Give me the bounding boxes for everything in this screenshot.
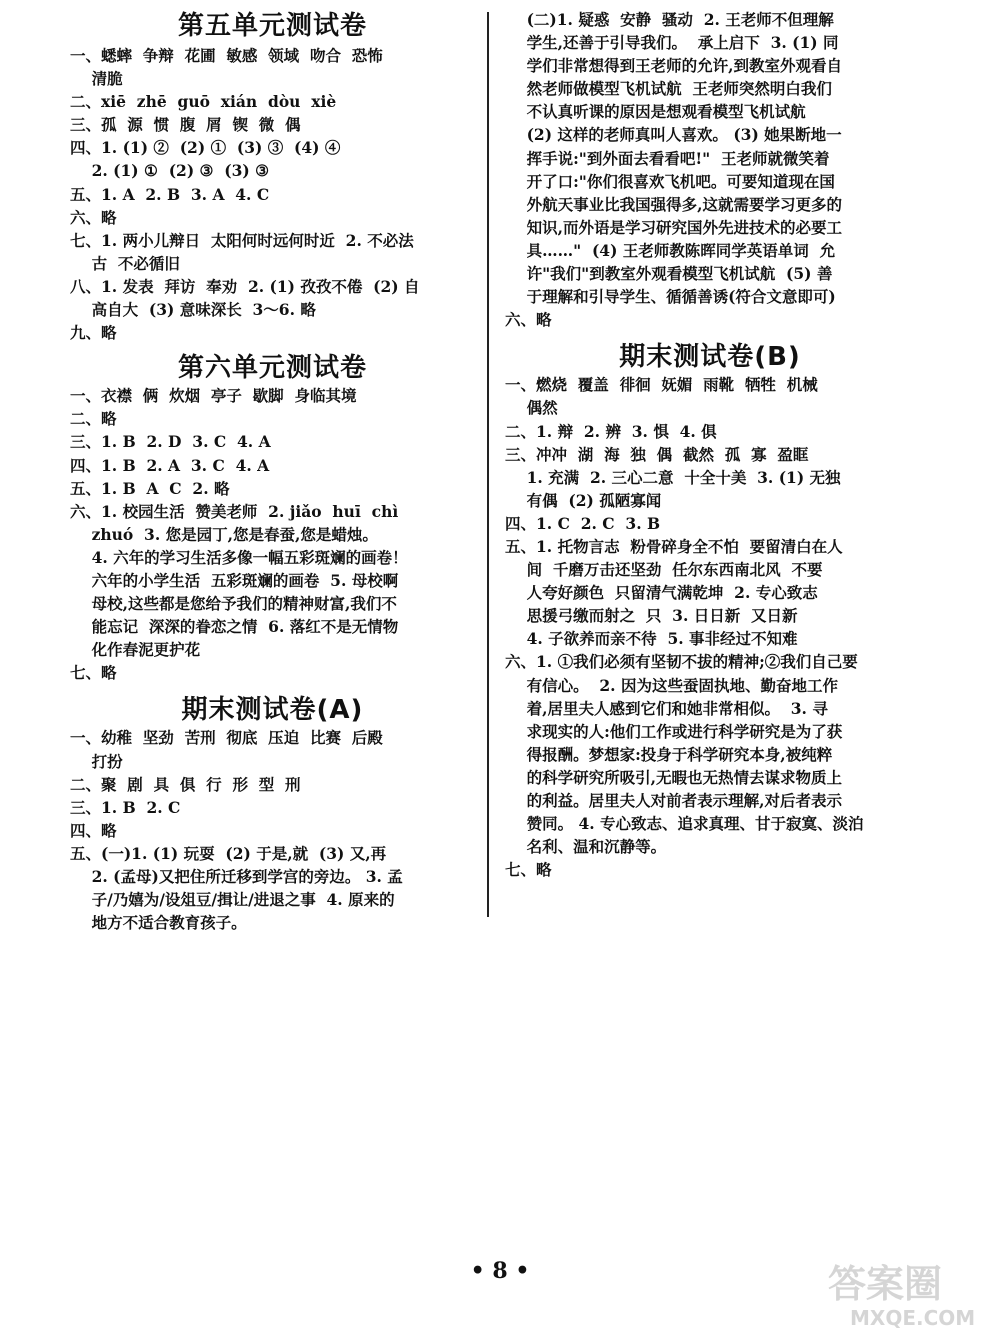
- answers-final-a: [70, 726, 475, 934]
- answer-line: 三、1. B 2. D 3. C 4. A: [70, 432, 271, 452]
- answers-final-a-continued: [505, 0, 915, 331]
- answer-line: 六、略: [70, 207, 117, 227]
- answer-line: 得报酬。梦想家:投身于科学研究本身,被纯粹: [505, 744, 833, 764]
- answer-line: 二、略: [70, 409, 117, 429]
- answer-line: 二、xiē zhē guō xián dòu xiè: [70, 92, 337, 112]
- answer-line: 七、略: [505, 860, 552, 880]
- answer-line: 七、略: [70, 663, 117, 683]
- answer-line: 有偶 (2) 孤陋寡闻: [505, 490, 662, 510]
- answer-line: 化作春泥更护花: [70, 640, 201, 660]
- answer-line: 4. 六年的学习生活多像一幅五彩斑斓的画卷！: [70, 547, 408, 567]
- answers-unit5: [70, 44, 475, 344]
- answer-line: 六、略: [505, 310, 552, 330]
- section-title-unit6: 第六单元测试卷: [177, 353, 367, 384]
- answer-line: 四、1. (1) ② (2) ① (3) ③ (4) ④: [70, 138, 341, 158]
- answer-line: 有信心。 2. 因为这些蚕固执地、勤奋地工作: [505, 675, 838, 695]
- answer-line: 三、孤 源 惯 腹 屑 锲 微 偶: [70, 115, 301, 135]
- answer-line: 子/乃嬉为/设俎豆/揖让/进退之事 4. 原来的: [70, 890, 395, 910]
- column-divider: [487, 12, 489, 917]
- answer-line: 4. 子欲养而亲不待 5. 事非经过不知难: [505, 629, 798, 649]
- answer-line: 具……" (4) 王老师教陈晖同学英语单词 允: [505, 240, 836, 260]
- answer-line: 六、1. ①我们必须有坚韧不拔的精神;②我们自己要: [505, 652, 858, 672]
- answer-line: 三、冲冲 湖 海 独 偶 截然 孤 寡 盈眶: [505, 444, 809, 464]
- answer-line: 古 不必循旧: [70, 253, 180, 273]
- answer-line: 2. (孟母)又把住所迁移到学宫的旁边。 3. 孟: [70, 867, 403, 886]
- answer-line: 六、1. 校园生活 赞美老师 2. jiǎo huī chì: [70, 501, 399, 521]
- answer-line: 五、(一)1. (1) 玩耍 (2) 于是,就 (3) 又,再: [70, 843, 387, 863]
- answer-line: 名利、温和沉静等。: [505, 837, 667, 857]
- answer-line: 2. (1) ① (2) ③ (3) ③: [70, 161, 269, 181]
- answer-line: 一、衣襟 俩 炊烟 亭子 歇脚 身临其境: [70, 386, 357, 406]
- answer-line: 九、略: [70, 323, 117, 343]
- answer-line: 五、1. B A C 2. 略: [70, 478, 230, 498]
- answer-line: 地方不适合教育孩子。: [70, 913, 247, 933]
- answer-line: 三、1. B 2. C: [70, 797, 181, 817]
- answer-line: (二)1. 疑惑 安静 骚动 2. 王老师不但理解: [505, 10, 834, 29]
- answer-line: 八、1. 发表 拜访 奉劝 2. (1) 孜孜不倦 (2) 自: [70, 276, 420, 296]
- answer-line: 母校,这些都是您给予我们的精神财富,我们不: [70, 594, 397, 614]
- section-title-final-a: 期末测试卷(A): [181, 695, 364, 726]
- answer-line: 1. 充满 2. 三心二意 十全十美 3. (1) 无独: [505, 467, 841, 487]
- answer-line: 的利益。居里夫人对前者表示理解,对后者表示: [505, 791, 842, 810]
- answer-line: 一、蟋蟀 争辩 花圃 敏感 领域 吻合 恐怖: [70, 46, 383, 65]
- answer-line: zhuó 3. 您是园丁,您是春蚕,您是蜡烛。: [70, 524, 378, 544]
- answer-line: 的科学研究所吸引,无暇也无热情去谋求物质上: [505, 767, 842, 787]
- answer-line: 外航天事业比我国强得多,这就需要学习更多的: [505, 194, 842, 214]
- answer-line: 一、幼稚 坚劲 苦刑 彻底 压迫 比赛 后殿: [70, 728, 383, 748]
- answer-line: 能忘记 深深的眷恋之情 6. 落红不是无情物: [70, 617, 399, 637]
- answers-final-b: [505, 373, 915, 881]
- answer-line: 于理解和引导学生、循循善诱(符合文意即可): [505, 287, 836, 307]
- answer-line: 四、1. B 2. A 3. C 4. A: [70, 455, 270, 475]
- answer-line: 二、1. 辩 2. 辨 3. 惧 4. 俱: [505, 421, 717, 441]
- answer-line: 打扮: [70, 751, 123, 771]
- answer-line: 四、1. C 2. C 3. B: [505, 513, 661, 533]
- answer-line: 清脆: [70, 69, 123, 89]
- watermark-logo: [820, 1253, 990, 1333]
- section-title-final-b: 期末测试卷(B): [619, 342, 801, 373]
- answer-line: 学生,还善于引导我们。 承上启下 3. (1) 同: [505, 33, 839, 53]
- answer-line: 七、1. 两小儿辩日 太阳何时远何时近 2. 不必法: [70, 230, 414, 250]
- answer-line: 四、略: [70, 820, 117, 840]
- answer-line: 不认真听课的原因是想观看模型飞机试航: [505, 102, 806, 122]
- answer-line: (2) 这样的老师真叫人喜欢。 (3) 她果断地一: [505, 125, 842, 145]
- answer-line: 赞同。 4. 专心致志、追求真理、甘于寂寞、淡泊: [505, 814, 864, 834]
- answer-line: 求现实的人:他们工作或进行科学研究是为了获: [505, 721, 843, 741]
- answer-line: 挥手说:"到外面去看看吧!" 王老师就微笑着: [505, 148, 830, 168]
- watermark-logo-text: 答案圈: [828, 1262, 943, 1306]
- right-column: [505, 0, 915, 881]
- answers-unit6: [70, 384, 475, 684]
- answer-line: 偶然: [505, 398, 558, 418]
- answer-line: 二、聚 剧 具 俱 行 形 型 刑: [70, 774, 301, 794]
- answer-line: 许"我们"到教室外观看模型飞机试航 (5) 善: [505, 264, 833, 284]
- answer-line: 六年的小学生活 五彩斑斓的画卷 5. 母校啊: [70, 570, 399, 590]
- answer-line: 学们非常想得到王老师的允许,到教室外观看自: [505, 56, 842, 76]
- answer-line: 知识,而外语是学习研究国外先进技术的必要工: [505, 217, 842, 237]
- answer-line: 高自大 (3) 意味深长 3～6. 略: [70, 300, 316, 320]
- section-title-unit5: 第五单元测试卷: [177, 11, 367, 41]
- answer-line: 然老师做模型飞机试航 王老师突然明白我们: [505, 79, 832, 99]
- answer-line: 五、1. 托物言志 粉骨碎身全不怕 要留清白在人: [505, 536, 843, 556]
- answer-line: 间 千磨万击还坚劲 任尔东西南北风 不要: [505, 560, 823, 580]
- answer-line: 一、燃烧 覆盖 徘徊 妩媚 雨靴 牺牲 机械: [505, 375, 818, 395]
- page-number: • 8 •: [470, 1258, 530, 1284]
- answer-line: 人夸好颜色 只留清气满乾坤 2. 专心致志: [505, 583, 818, 603]
- answer-line: 开了口:"你们很喜欢飞机吧。可要知道现在国: [505, 171, 835, 191]
- answer-line: 五、1. A 2. B 3. A 4. C: [70, 184, 270, 204]
- answer-line: 思援弓缴而射之 只 3. 日日新 又日新: [505, 606, 798, 626]
- watermark-url-text: MXQE.COM: [850, 1306, 976, 1330]
- answer-line: 着,居里夫人感到它们和她非常相似。 3. 寻: [505, 698, 828, 718]
- left-column: [70, 0, 475, 934]
